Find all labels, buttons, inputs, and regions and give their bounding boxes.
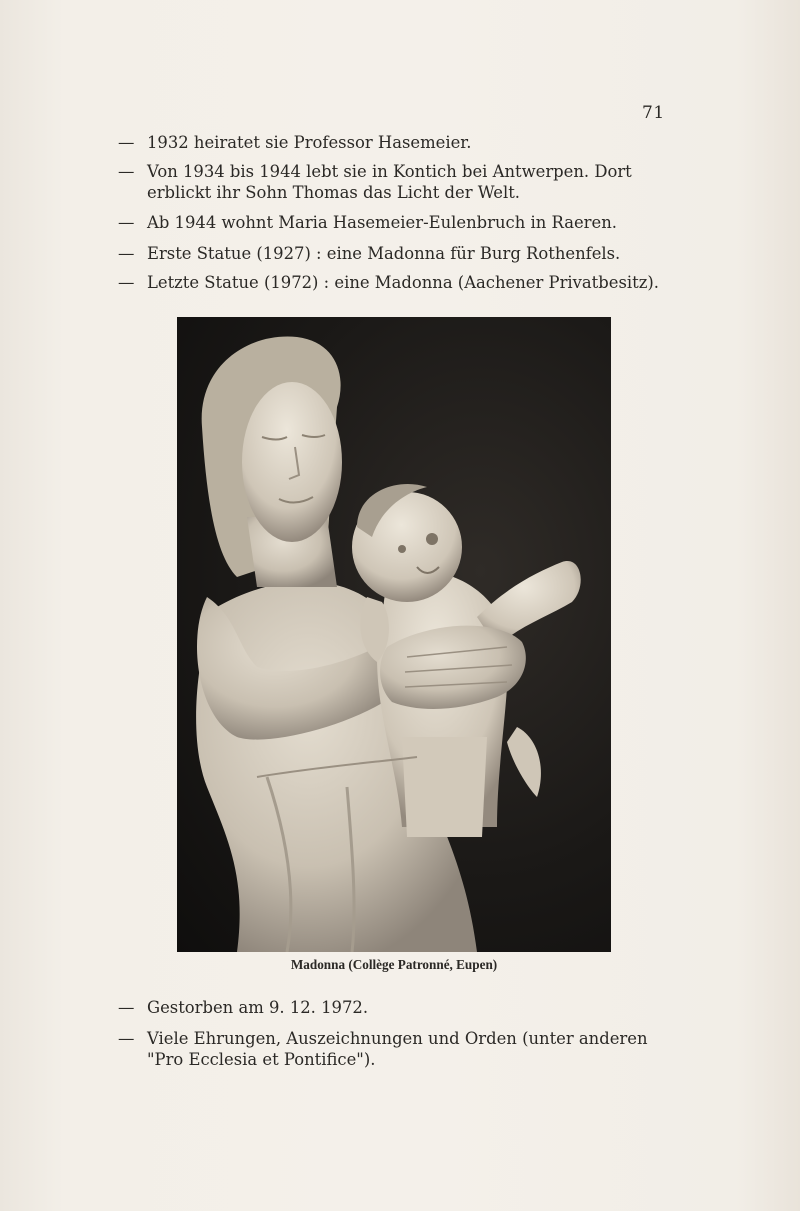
- list-dash: —: [118, 244, 135, 263]
- list-dash: —: [118, 162, 135, 181]
- list-item-text: Letzte Statue (1972) : eine Madonna (Aachener Privatbesitz).: [147, 273, 659, 292]
- list-item-text: Ab 1944 wohnt Maria Hasemeier-Eulenbruch in Raeren.: [147, 213, 617, 232]
- list-item-text: "Pro Ecclesia et Pontifice").: [147, 1050, 376, 1069]
- list-item-text: 1932 heiratet sie Professor Hasemeier.: [147, 133, 472, 152]
- madonna-photograph: [177, 317, 611, 952]
- list-dash: —: [118, 133, 135, 152]
- photo-caption: Madonna (Collège Patronné, Eupen): [290, 957, 498, 972]
- list-item-text: Viele Ehrungen, Auszeichnungen und Orden (unter anderen: [147, 1029, 648, 1048]
- list-item-text: Erste Statue (1927) : eine Madonna für Burg Rothenfels.: [147, 244, 621, 263]
- list-dash: —: [118, 273, 135, 292]
- list-item-text: Von 1934 bis 1944 lebt sie in Kontich bei Antwerpen. Dort: [147, 162, 632, 181]
- list-dash: —: [118, 213, 135, 232]
- list-dash: —: [118, 1029, 135, 1048]
- page-number: 71: [642, 103, 665, 123]
- list-item-text: erblickt ihr Sohn Thomas das Licht der Welt.: [147, 183, 521, 202]
- madonna-sculpture-illustration: [177, 317, 611, 952]
- list-item-text: Gestorben am 9. 12. 1972.: [147, 998, 369, 1017]
- list-dash: —: [118, 998, 135, 1017]
